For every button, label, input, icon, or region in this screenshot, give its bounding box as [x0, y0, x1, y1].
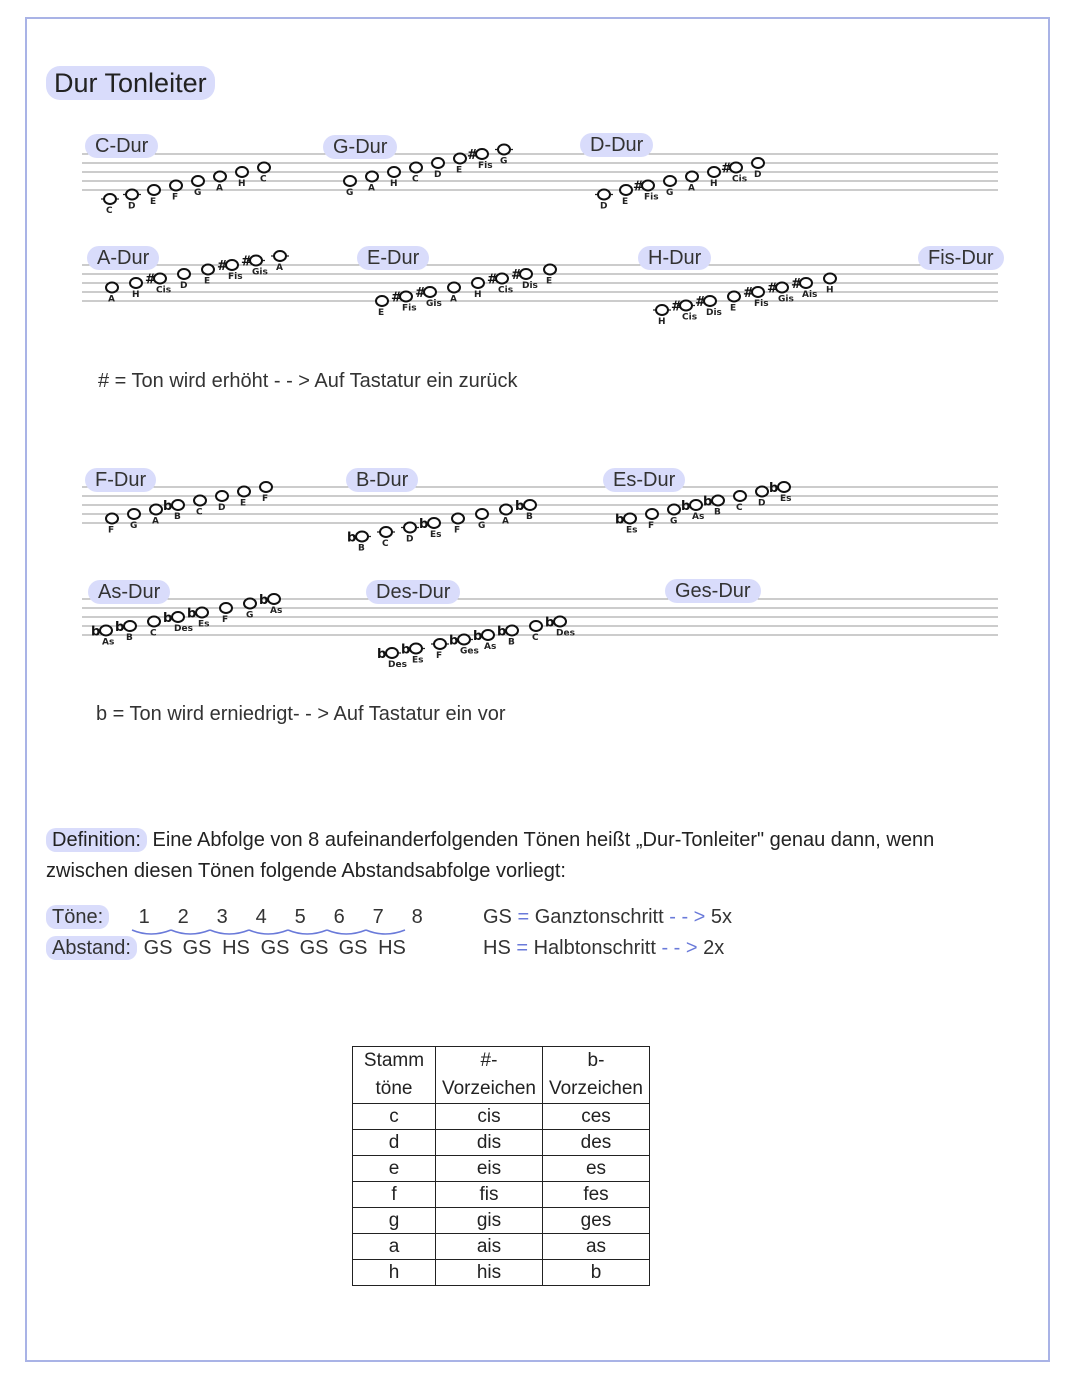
note-head	[126, 190, 138, 200]
note-head	[454, 154, 466, 164]
abstand-value: GS	[182, 937, 212, 959]
note-letter: G	[346, 188, 354, 198]
note-letter: A	[108, 294, 115, 305]
accidental-sign: #	[241, 254, 252, 270]
note-head	[356, 532, 368, 542]
toene-value: 6	[333, 906, 345, 928]
accidentals-table	[352, 1046, 650, 1286]
note-head	[498, 145, 510, 155]
accidental-sign: b	[377, 647, 387, 662]
note-letter: A	[368, 183, 375, 194]
note-head	[194, 496, 206, 506]
note-letter: C	[260, 174, 267, 185]
note-letter: G	[666, 188, 674, 198]
accidental-sign: b	[259, 593, 269, 608]
note-letter: H	[238, 179, 246, 189]
table-cell: gis	[436, 1208, 543, 1234]
note-letter: B	[526, 512, 533, 522]
table-cell: a	[353, 1234, 436, 1260]
note-head	[428, 518, 440, 528]
note-head	[506, 626, 518, 636]
accidental-sign: #	[695, 295, 706, 310]
note-head	[690, 500, 702, 510]
note-head	[380, 527, 392, 537]
note-head	[260, 482, 272, 492]
note-letter: G	[246, 610, 254, 621]
note-letter: F	[172, 192, 179, 203]
table-cell: f	[353, 1182, 436, 1208]
note-head	[148, 617, 160, 627]
accidental-sign: #	[217, 259, 228, 274]
note-head	[128, 509, 140, 519]
note-head	[274, 251, 286, 261]
scale-label-h-dur: H-Dur	[638, 247, 711, 270]
accidental-sign: #	[487, 272, 498, 288]
note-head	[196, 608, 208, 618]
note-head	[258, 163, 270, 173]
note-letter: Cis	[732, 174, 748, 185]
abstand-value: GS	[299, 937, 329, 959]
note-head	[170, 181, 182, 191]
note-head	[620, 185, 632, 195]
accidental-sign: b	[163, 611, 173, 626]
note-head	[172, 500, 184, 510]
note-head	[104, 194, 116, 204]
accidental-sign: #	[467, 148, 478, 163]
scale-label-b-dur: B-Dur	[346, 469, 418, 492]
table-cell: as	[543, 1234, 650, 1260]
accidental-sign: b	[115, 620, 125, 635]
note-letter: C	[196, 507, 203, 518]
accidental-sign: #	[743, 286, 754, 301]
note-head	[106, 514, 118, 524]
flat-explanation: b = Ton wird erniedrigt- - > Auf Tastatur ein vor	[96, 703, 506, 725]
note-head	[472, 278, 484, 288]
note-letter: C	[532, 633, 539, 643]
note-letter: C	[106, 206, 113, 216]
table-cell: c	[353, 1104, 436, 1130]
scale-label-e-dur: E-Dur	[357, 247, 429, 270]
table-row	[353, 1260, 650, 1286]
accidental-sign: b	[515, 499, 525, 514]
accidental-sign: b	[545, 615, 555, 631]
accidental-sign: #	[791, 277, 802, 292]
table-cell: ais	[436, 1234, 543, 1260]
note-head	[624, 514, 636, 524]
table-cell: dis	[436, 1130, 543, 1156]
note-letter: D	[218, 503, 226, 513]
note-head	[376, 296, 388, 306]
note-head	[388, 167, 400, 177]
table-cell: fis	[436, 1182, 543, 1208]
scale-label-a-dur: A-Dur	[87, 247, 159, 270]
toene-value: 1	[138, 906, 150, 928]
note-letter: B	[508, 637, 515, 648]
accidental-sign: b	[703, 494, 713, 510]
note-head	[432, 158, 444, 168]
header-sharp: #- Vorzeichen	[436, 1047, 543, 1104]
note-head	[404, 523, 416, 533]
table-cell: fes	[543, 1182, 650, 1208]
accidental-sign: b	[187, 606, 197, 622]
scale-label-des-dur: Des-Dur	[366, 581, 460, 604]
note-head	[756, 487, 768, 497]
header-stammtoene: Stamm töne	[353, 1047, 436, 1104]
note-head	[148, 185, 160, 195]
definition-label: Definition:	[46, 828, 147, 852]
note-letter: E	[730, 303, 737, 314]
sharp-explanation: # = Ton wird erhöht - - > Auf Tastatur ein zurück	[98, 370, 518, 392]
scale-label-as-dur: As-Dur	[88, 581, 170, 604]
note-letter: Fis	[644, 192, 659, 203]
note-head	[482, 630, 494, 640]
note-letter: E	[150, 197, 157, 207]
accidental-sign: #	[145, 272, 156, 288]
accidental-sign: b	[91, 624, 101, 640]
note-letter: A	[216, 183, 223, 194]
table-cell: ces	[543, 1104, 650, 1130]
toene-value: 8	[411, 906, 423, 928]
note-letter: F	[108, 525, 115, 536]
table-cell: his	[436, 1260, 543, 1286]
toene-value: 3	[216, 906, 228, 928]
note-letter: G	[478, 521, 486, 531]
note-letter: E	[622, 197, 629, 207]
note-letter: F	[262, 494, 269, 504]
accidental-sign: b	[497, 624, 507, 640]
note-letter: D	[600, 201, 608, 212]
table-header-row	[353, 1047, 650, 1104]
accidental-sign: #	[671, 299, 682, 315]
accidental-sign: #	[391, 290, 402, 306]
legend-gs: GS = Ganztonschritt - - > 5x	[483, 906, 733, 928]
note-head	[664, 176, 676, 186]
toene-value: 2	[177, 906, 189, 928]
note-letter: D	[754, 170, 762, 180]
note-head	[554, 617, 566, 627]
note-head	[236, 167, 248, 177]
note-head	[216, 491, 228, 501]
note-letter: D	[180, 281, 188, 291]
note-head	[410, 163, 422, 173]
note-letter: G	[500, 156, 508, 167]
table-row	[353, 1104, 650, 1130]
accidental-sign: b	[681, 499, 691, 514]
definition	[46, 825, 1016, 887]
accidental-sign: b	[401, 642, 411, 658]
note-letter: Des	[174, 624, 193, 634]
note-letter: H	[826, 285, 834, 296]
note-head	[202, 265, 214, 275]
table-cell: b	[543, 1260, 650, 1286]
scale-label-fis-dur: Fis-Dur	[918, 247, 1004, 270]
table-cell: h	[353, 1260, 436, 1286]
table-cell: es	[543, 1156, 650, 1182]
note-letter: F	[222, 615, 229, 625]
note-head	[106, 283, 118, 293]
table-row	[353, 1156, 650, 1182]
table-cell: e	[353, 1156, 436, 1182]
toene-value: 5	[294, 906, 306, 928]
note-letter: Es	[198, 619, 210, 630]
note-letter: F	[454, 525, 461, 536]
toene-label: Töne:	[46, 905, 109, 929]
note-letter: E	[204, 276, 211, 287]
toene-value: 7	[372, 906, 384, 928]
note-letter: D	[434, 170, 442, 180]
note-letter: A	[688, 183, 695, 194]
note-letter: Gis	[778, 294, 794, 305]
note-letter: C	[150, 628, 157, 639]
note-letter: F	[436, 651, 443, 661]
accidental-sign: #	[415, 286, 426, 301]
note-head	[220, 603, 232, 613]
note-letter: G	[130, 521, 138, 531]
note-letter: Gis	[252, 267, 268, 278]
note-letter: H	[474, 290, 482, 300]
note-head	[130, 278, 142, 288]
accidental-sign: b	[449, 633, 459, 649]
table-row	[353, 1234, 650, 1260]
note-letter: H	[658, 317, 666, 327]
note-letter: H	[390, 179, 398, 189]
note-head	[524, 500, 536, 510]
note-letter: As	[692, 512, 705, 522]
abstand-value: GS	[143, 937, 173, 959]
note-head	[124, 621, 136, 631]
note-letter: B	[358, 543, 365, 554]
note-head	[476, 509, 488, 519]
note-letter: D	[758, 498, 766, 509]
note-letter: Fis	[228, 272, 243, 282]
note-letter: As	[270, 606, 283, 616]
note-head	[178, 269, 190, 279]
note-head	[530, 621, 542, 631]
note-head	[100, 626, 112, 636]
table-cell: d	[353, 1130, 436, 1156]
abstand-value: HS	[378, 937, 406, 959]
note-head	[544, 265, 556, 275]
abstand-row	[46, 937, 412, 960]
accidental-sign: #	[721, 161, 732, 177]
abstand-value: GS	[338, 937, 368, 959]
header-flat: b- Vorzeichen	[543, 1047, 650, 1104]
note-letter: Des	[556, 628, 575, 639]
accidental-sign: #	[767, 281, 778, 297]
note-head	[598, 190, 610, 200]
note-head	[686, 172, 698, 182]
note-letter: H	[710, 179, 718, 189]
note-head	[646, 509, 658, 519]
note-letter: E	[456, 165, 463, 176]
note-letter: Gis	[426, 299, 442, 309]
note-head	[214, 172, 226, 182]
note-letter: Cis	[682, 312, 698, 323]
note-head	[344, 176, 356, 186]
scale-label-f-dur: F-Dur	[85, 469, 156, 492]
note-letter: Es	[430, 530, 442, 540]
accidental-sign: #	[633, 179, 644, 195]
accidental-sign: b	[473, 629, 483, 644]
note-head	[434, 639, 446, 649]
note-letter: E	[240, 498, 247, 509]
note-head	[172, 612, 184, 622]
note-letter: A	[450, 294, 457, 305]
accidental-sign: b	[163, 499, 173, 514]
note-letter: As	[102, 637, 115, 648]
table-row	[353, 1182, 650, 1208]
accidental-sign: b	[347, 530, 357, 546]
toene-row	[46, 906, 437, 929]
note-letter: Es	[780, 494, 792, 504]
note-head	[192, 176, 204, 186]
note-letter: Cis	[156, 285, 172, 296]
note-letter: Ais	[802, 290, 818, 300]
note-letter: B	[714, 507, 721, 518]
note-head	[150, 505, 162, 515]
note-head	[752, 158, 764, 168]
accidental-sign: #	[511, 268, 522, 283]
note-letter: Des	[388, 660, 407, 670]
page-title: Dur Tonleiter	[46, 68, 215, 99]
table-cell: eis	[436, 1156, 543, 1182]
scale-label-c-dur: C-Dur	[85, 135, 158, 158]
note-letter: C	[382, 539, 389, 549]
note-head	[448, 283, 460, 293]
note-head	[728, 292, 740, 302]
note-letter: Cis	[498, 285, 514, 296]
note-letter: E	[546, 276, 553, 287]
abstand-label: Abstand:	[46, 936, 137, 960]
note-letter: Es	[412, 655, 424, 666]
note-letter: As	[484, 642, 497, 652]
scale-label-d-dur: D-Dur	[580, 134, 653, 157]
table-cell: g	[353, 1208, 436, 1234]
note-letter: C	[412, 174, 419, 185]
note-head	[656, 305, 668, 315]
note-letter: C	[736, 503, 743, 513]
note-head	[238, 487, 250, 497]
toene-value: 4	[255, 906, 267, 928]
note-head	[268, 594, 280, 604]
note-letter: A	[276, 263, 283, 273]
note-letter: Fis	[754, 299, 769, 309]
legend-hs: HS = Halbtonschritt - - > 2x	[483, 937, 725, 959]
note-letter: D	[406, 534, 414, 545]
abstand-value: HS	[222, 937, 250, 959]
note-letter: B	[126, 633, 133, 643]
table-cell: des	[543, 1130, 650, 1156]
note-letter: G	[194, 188, 202, 198]
note-head	[452, 514, 464, 524]
note-letter: G	[670, 516, 678, 527]
note-letter: E	[378, 308, 385, 318]
note-letter: A	[152, 516, 159, 527]
note-head	[668, 505, 680, 515]
note-head	[778, 482, 790, 492]
accidental-sign: b	[615, 512, 625, 528]
scale-label-ges-dur: Ges-Dur	[665, 580, 761, 603]
abstand-value: GS	[260, 937, 290, 959]
note-letter: H	[132, 290, 140, 300]
scale-label-g-dur: G-Dur	[323, 136, 397, 159]
note-letter: F	[648, 521, 655, 531]
table-row	[353, 1208, 650, 1234]
note-head	[386, 648, 398, 658]
accidental-sign: b	[419, 517, 429, 532]
note-letter: A	[502, 516, 509, 527]
definition-text: Eine Abfolge von 8 aufeinanderfolgenden Tönen heißt „Dur-Tonleiter" genau dann, wenn zwischen diesen Tönen folgende Abstandsabfolge vorliegt:	[46, 829, 935, 882]
note-letter: D	[128, 201, 136, 212]
note-letter: Es	[626, 525, 638, 536]
note-letter: Fis	[478, 161, 493, 171]
note-head	[824, 274, 836, 284]
note-head	[734, 491, 746, 501]
note-head	[500, 505, 512, 515]
note-letter: B	[174, 512, 181, 522]
note-head	[708, 167, 720, 177]
note-head	[366, 172, 378, 182]
note-head	[410, 644, 422, 654]
table-cell: cis	[436, 1104, 543, 1130]
scale-label-es-dur: Es-Dur	[603, 469, 685, 492]
note-head	[458, 635, 470, 645]
note-head	[712, 496, 724, 506]
note-letter: Dis	[522, 281, 538, 291]
table-row	[353, 1130, 650, 1156]
note-letter: Ges	[460, 646, 479, 657]
note-letter: Dis	[706, 308, 722, 318]
table-cell: ges	[543, 1208, 650, 1234]
accidental-sign: b	[769, 481, 779, 496]
note-letter: Fis	[402, 303, 417, 314]
note-head	[244, 599, 256, 609]
